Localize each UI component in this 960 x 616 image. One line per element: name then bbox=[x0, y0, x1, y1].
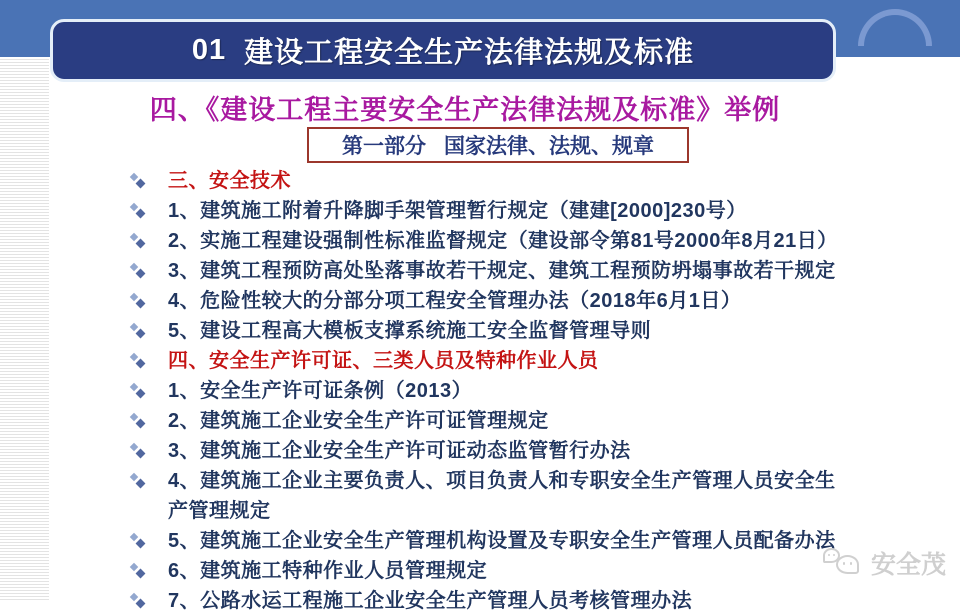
diamond-bullet-icon bbox=[126, 166, 168, 196]
watermark bbox=[823, 545, 946, 581]
list-item-text: 2、建筑施工企业安全生产许可证管理规定 bbox=[168, 410, 549, 432]
diamond-bullet-icon bbox=[126, 256, 168, 286]
list-item bbox=[126, 316, 840, 346]
diamond-bullet-icon bbox=[126, 556, 168, 586]
section-heading-row bbox=[126, 166, 840, 196]
list-item-text: 4、建筑施工企业主要负责人、项目负责人和专职安全生产管理人员安全生产管理规定 bbox=[168, 470, 836, 522]
section-heading-text: 三、安全技术 bbox=[168, 170, 291, 192]
diamond-bullet-icon bbox=[126, 436, 168, 466]
list-item-text: 5、建设工程高大模板支撑系统施工安全监督管理导则 bbox=[168, 320, 652, 342]
diamond-bullet-icon bbox=[126, 526, 168, 556]
diamond-bullet-icon bbox=[126, 406, 168, 436]
list-item-text: 3、建筑工程预防高处坠落事故若干规定、建筑工程预防坍塌事故若干规定 bbox=[168, 260, 836, 282]
diamond-bullet-icon bbox=[126, 346, 168, 376]
list-item bbox=[126, 526, 840, 556]
section-heading-row bbox=[126, 346, 840, 376]
diamond-bullet-icon bbox=[126, 316, 168, 346]
list-item-text: 2、实施工程建设强制性标准监督规定（建设部令第81号2000年8月21日） bbox=[168, 230, 838, 252]
left-lined-paper-strip bbox=[0, 57, 49, 601]
list-item bbox=[126, 586, 840, 616]
list-item bbox=[126, 376, 840, 406]
crescent-arc-icon bbox=[858, 9, 932, 46]
chapter-title-bar bbox=[50, 19, 836, 82]
list-item-text: 1、安全生产许可证条例（2013） bbox=[168, 380, 473, 402]
list-item-text: 1、建筑施工附着升降脚手架管理暂行规定（建建[2000]230号） bbox=[168, 200, 747, 222]
list-item bbox=[126, 226, 840, 256]
list-item bbox=[126, 406, 840, 436]
diamond-bullet-icon bbox=[126, 586, 168, 616]
list-item-text: 5、建筑施工企业安全生产管理机构设置及专职安全生产管理人员配备办法 bbox=[168, 530, 836, 552]
wechat-icon bbox=[823, 548, 863, 578]
diamond-bullet-icon bbox=[126, 466, 168, 496]
diamond-bullet-icon bbox=[126, 196, 168, 226]
part-label-box bbox=[307, 127, 689, 163]
section-heading-text: 四、安全生产许可证、三类人员及特种作业人员 bbox=[168, 350, 599, 372]
list-item-text: 4、危险性较大的分部分项工程安全管理办法（2018年6月1日） bbox=[168, 290, 742, 312]
diamond-bullet-icon bbox=[126, 376, 168, 406]
list-item-text: 3、建筑施工企业安全生产许可证动态监管暂行办法 bbox=[168, 440, 631, 462]
chapter-title: 建设工程安全生产法律法规及标准 bbox=[244, 37, 695, 69]
part-label: 第一部分 bbox=[342, 135, 426, 158]
list-item bbox=[126, 256, 840, 286]
list-item-text: 6、建筑施工特种作业人员管理规定 bbox=[168, 560, 488, 582]
part-text: 国家法律、法规、规章 bbox=[444, 135, 654, 158]
chapter-number: 01 bbox=[191, 34, 227, 66]
diamond-bullet-icon bbox=[126, 226, 168, 256]
list-item bbox=[126, 196, 840, 226]
diamond-bullet-icon bbox=[126, 286, 168, 316]
list-item bbox=[126, 466, 840, 526]
list-item bbox=[126, 436, 840, 466]
list-item bbox=[126, 556, 840, 586]
list-item-text: 7、公路水运工程施工企业安全生产管理人员考核管理办法 bbox=[168, 590, 693, 612]
chat-bubble-large-icon bbox=[836, 555, 859, 574]
slide-subtitle: 四、《建设工程主要安全生产法律法规及标准》举例 bbox=[149, 95, 781, 125]
watermark-label: 安全茂 bbox=[870, 551, 946, 579]
list-item bbox=[126, 286, 840, 316]
regulation-list bbox=[126, 166, 840, 616]
